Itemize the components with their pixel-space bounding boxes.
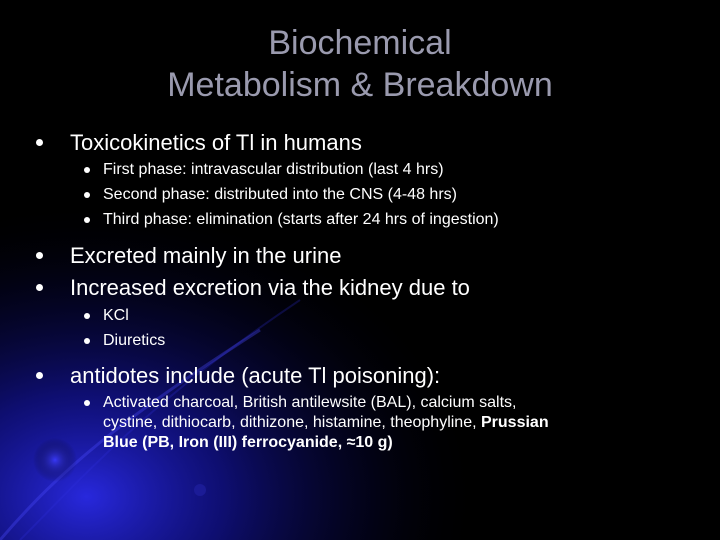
antidote-line-2	[103, 413, 703, 433]
bullet-dot	[84, 400, 90, 406]
bullet-dot	[36, 372, 43, 379]
bullet-first-phase: First phase: intravascular distribution (last 4 hrs)	[103, 161, 444, 178]
title-line-1: Biochemical	[268, 24, 452, 62]
bullet-dot	[84, 217, 90, 223]
bullet-kcl: KCl	[103, 307, 129, 324]
bullet-dot	[84, 338, 90, 344]
bullet-antidotes: antidotes include (acute Tl poisoning):	[70, 363, 441, 388]
antidote-line-1: Activated charcoal, British antilewsite (BAL), calcium salts,	[103, 394, 517, 411]
bullet-dot	[36, 252, 43, 259]
bullet-antidote-list	[103, 393, 703, 453]
bullet-diuretics: Diuretics	[103, 332, 166, 349]
bullet-excreted: Excreted mainly in the urine	[70, 243, 342, 268]
bullet-dot	[36, 284, 43, 291]
antidote-line-3: Blue (PB, Iron (III) ferrocyanide, ≈10 g)	[103, 434, 393, 451]
antidote-prussian: Prussian	[481, 414, 549, 431]
bullet-increased-excretion: Increased excretion via the kidney due to	[70, 275, 470, 300]
bullet-second-phase: Second phase: distributed into the CNS (4-48 hrs)	[103, 186, 457, 203]
bullet-third-phase: Third phase: elimination (starts after 24 hrs of ingestion)	[103, 211, 499, 228]
bullet-dot	[84, 167, 90, 173]
slide-title	[0, 22, 720, 106]
bullet-dot	[84, 313, 90, 319]
antidote-line-2-plain: cystine, dithiocarb, dithizone, histamine, theophyline,	[103, 414, 481, 431]
bullet-toxicokinetics: Toxicokinetics of Tl in humans	[70, 130, 362, 155]
title-line-2: Metabolism & Breakdown	[167, 66, 553, 104]
bullet-dot	[84, 192, 90, 198]
bullet-dot	[36, 139, 43, 146]
